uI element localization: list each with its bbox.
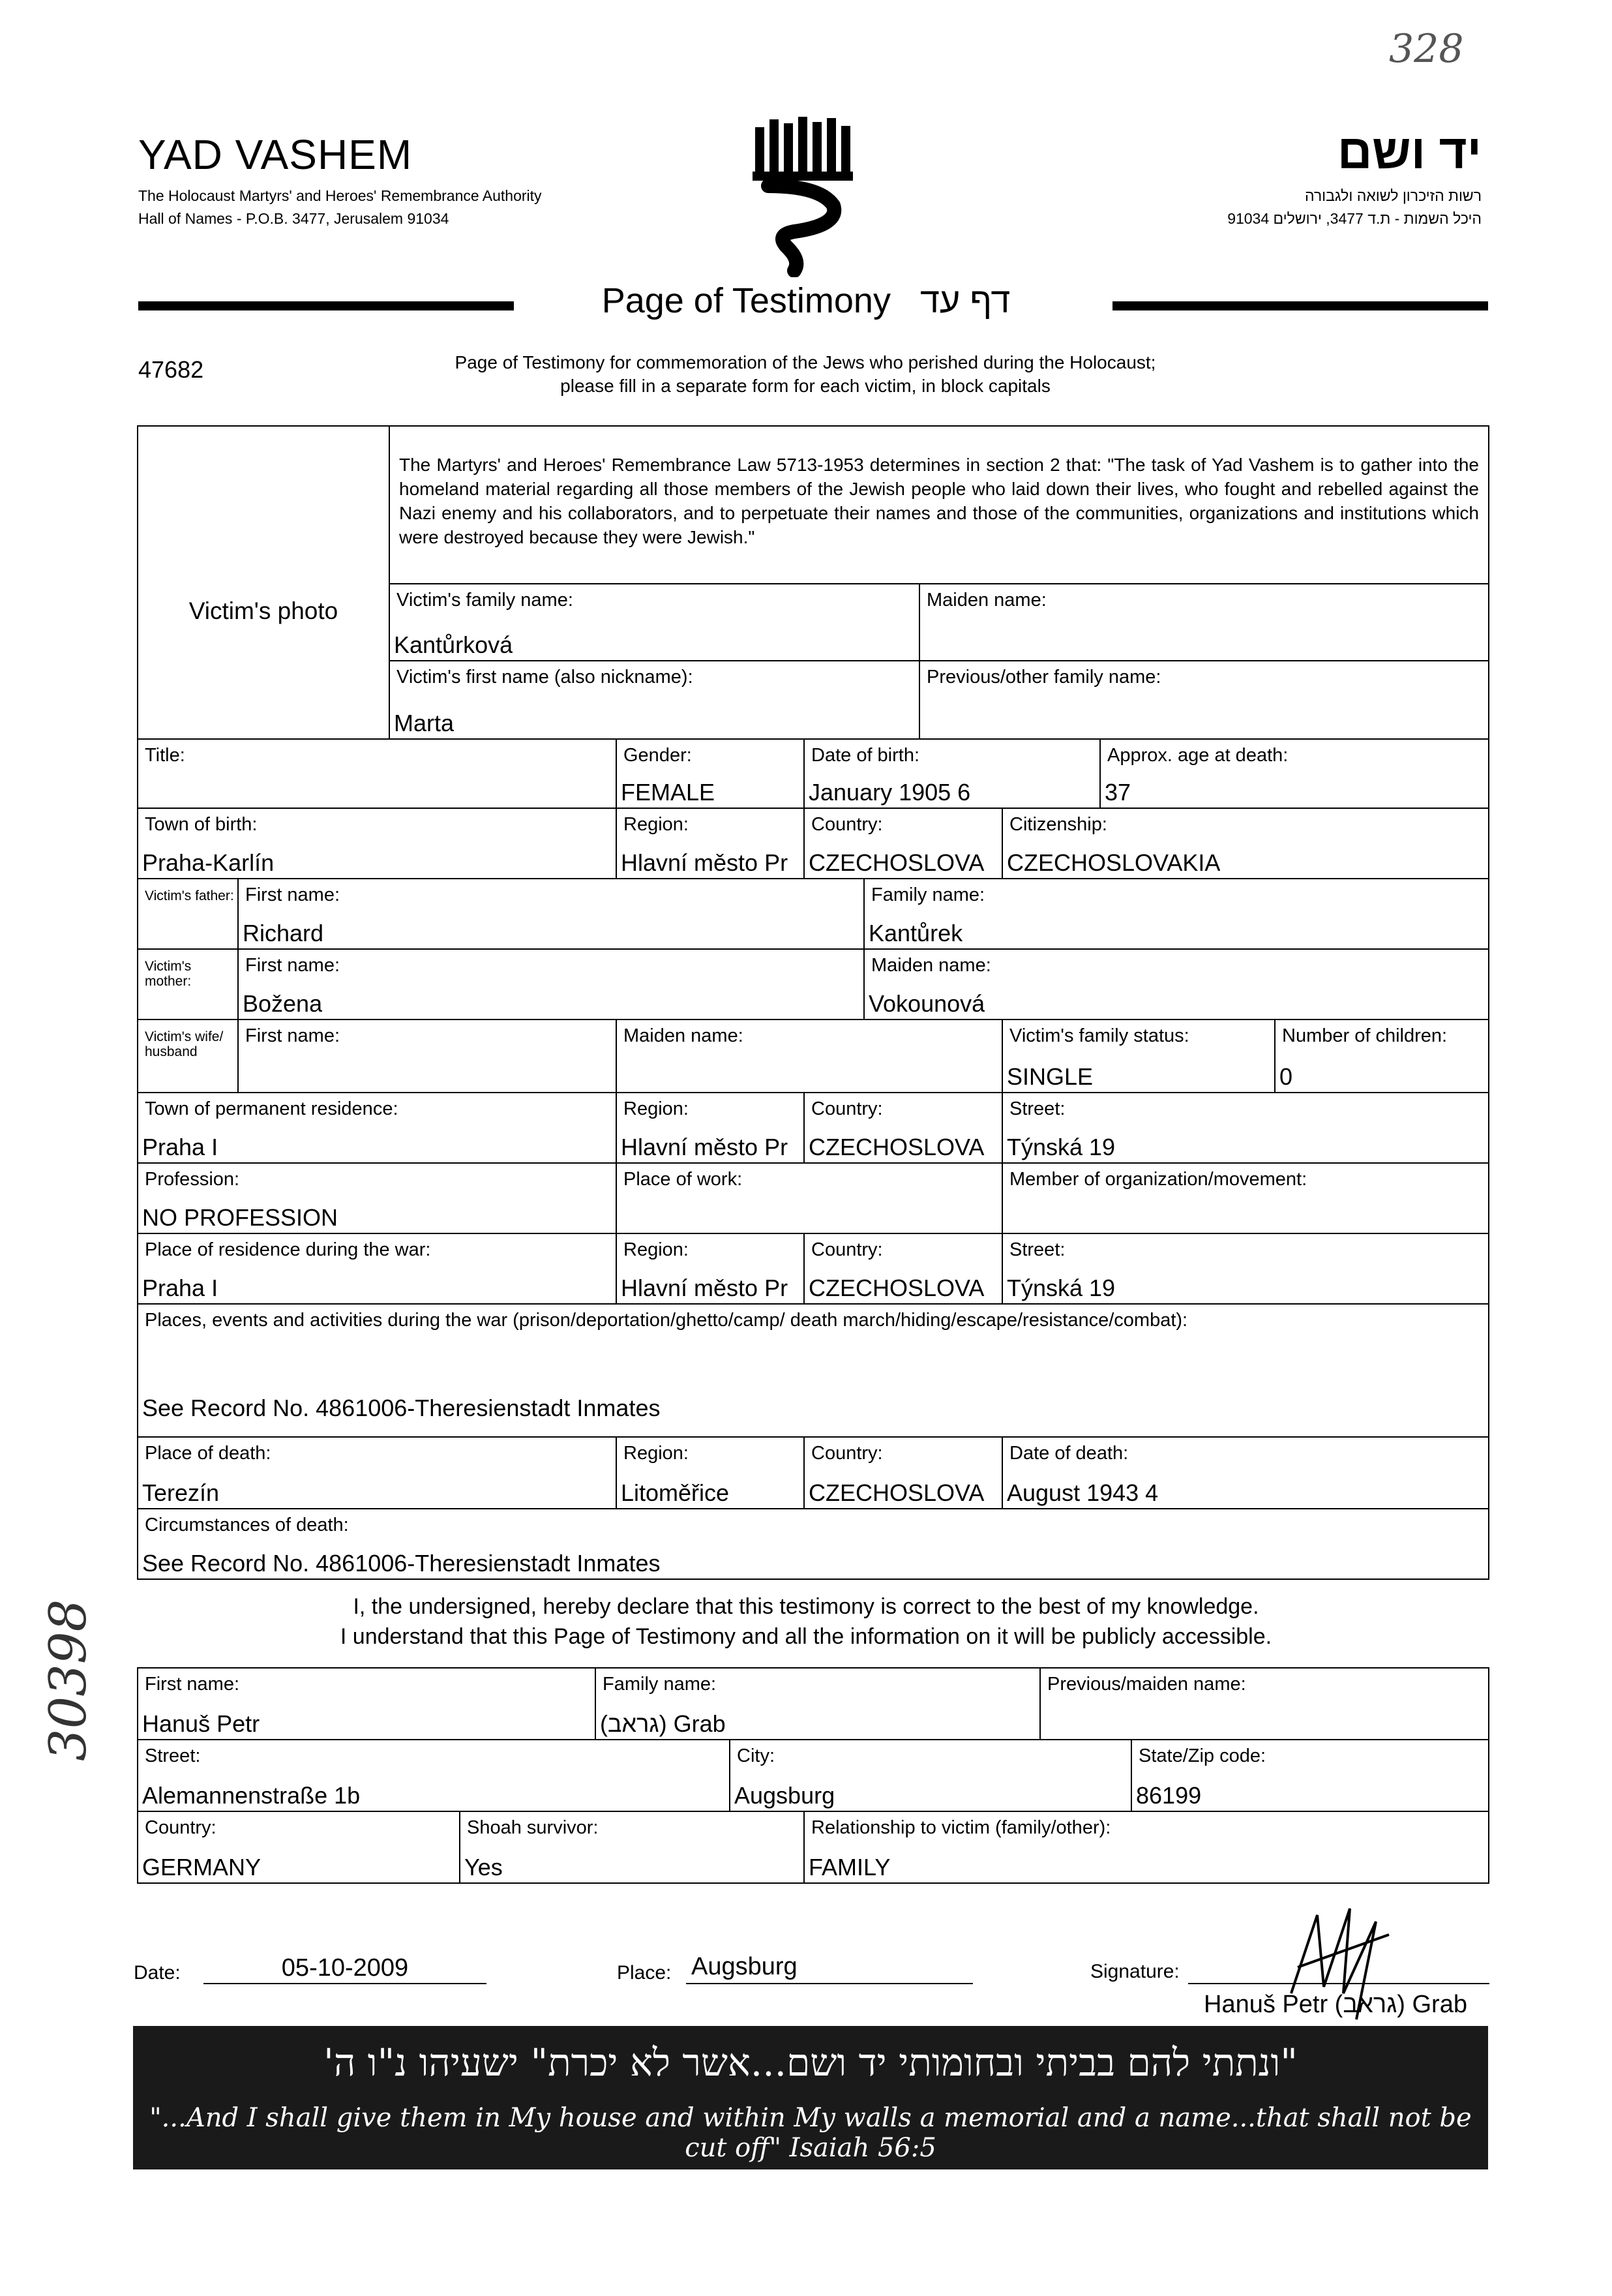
gender-value: FEMALE [621,779,715,806]
victim-family-name: Kantůrková [394,631,513,658]
war-country-value: CZECHOSLOVA [809,1275,985,1301]
spouse-first-cell[interactable] [237,1019,617,1093]
submitter-street-value: Alemannenstraße 1b [142,1782,361,1809]
death-country-label: Country: [811,1443,883,1464]
submitter-family-label: Family name: [603,1674,717,1695]
mother-first-label: First name: [245,955,340,976]
side-handwritten-number: 30398 [39,1599,98,1761]
date-value[interactable]: 05-10-2009 [281,1954,409,1982]
death-country-cell[interactable] [803,1436,1003,1509]
submitter-city-cell[interactable] [729,1739,1132,1812]
submitter-prev-label: Previous/maiden name: [1047,1674,1246,1695]
town-birth-value: Praha-Karlín [142,849,275,876]
birth-country-cell[interactable] [803,808,1003,879]
war-street-cell[interactable] [1002,1233,1489,1305]
victim-first-name: Marta [394,710,455,736]
date-line [203,1983,486,1984]
relation-value: FAMILY [809,1854,891,1881]
residence-town-value: Praha I [142,1134,218,1160]
family-status-cell[interactable] [1002,1019,1276,1093]
citizenship-label: Citizenship: [1009,814,1107,835]
spouse-maiden-label: Maiden name: [623,1025,743,1046]
page-title: Page of Testimony דף עד [601,281,1011,320]
relation-cell[interactable] [803,1811,1489,1884]
spouse-first-label: First name: [245,1025,340,1046]
submitter-street-label: Street: [145,1745,201,1766]
profession-label: Profession: [145,1169,240,1190]
war-region-value: Hlavní město Pr [621,1275,788,1301]
submitter-zip-value: 86199 [1136,1782,1202,1809]
mother-maiden-cell[interactable] [863,948,1489,1020]
residence-town-label: Town of permanent residence: [145,1098,398,1119]
death-circumstances-value: See Record No. 4861006-Theresienstadt Inmates [142,1550,661,1577]
submitter-family-cell[interactable] [595,1667,1041,1740]
residence-town-cell[interactable] [137,1092,617,1164]
birth-region-cell[interactable] [616,808,805,879]
hebrew-org-name: יד ושם [1337,125,1482,179]
submitter-zip-cell[interactable] [1131,1739,1489,1812]
yad-vashem-logo [749,114,866,277]
spouse-maiden-cell[interactable] [616,1019,1003,1093]
war-region-label: Region: [623,1239,689,1260]
war-events-label: Places, events and activities during the war (prison/deportation/ghetto/camp/ death march/hiding/escape/resistance/combat): [145,1310,1188,1331]
intro-text: Page of Testimony for commemoration of the Jews who perished during the Holocaust; please fill in a separate form for each victim, in block capitals [455,352,1156,396]
father-row-label-cell [137,878,239,950]
residence-region-cell[interactable] [616,1092,805,1164]
war-country-cell[interactable] [803,1233,1003,1305]
place-value[interactable]: Augsburg [691,1953,798,1980]
citizenship-value: CZECHOSLOVAKIA [1007,849,1221,876]
gender-cell[interactable] [616,738,805,809]
member-label: Member of organization/movement: [1009,1169,1307,1190]
father-first-cell[interactable] [237,878,865,950]
submitter-country-label: Country: [145,1817,216,1838]
submitter-city-value: Augsburg [734,1782,835,1809]
signature-name: Hanuš Petr (גראב) Grab [1204,1991,1467,2018]
children-label: Number of children: [1282,1025,1448,1046]
submitter-country-cell[interactable] [137,1811,460,1884]
relation-label: Relationship to victim (family/other): [811,1817,1111,1838]
survivor-value: Yes [464,1854,503,1881]
town-birth-cell[interactable] [137,808,617,879]
age-label: Approx. age at death: [1107,745,1289,766]
work-place-label: Place of work: [623,1169,743,1190]
place-line [686,1983,973,1984]
death-place-cell[interactable] [137,1436,617,1509]
submitter-first-cell[interactable] [137,1667,596,1740]
handwritten-page-number: 328 [1389,26,1464,72]
victim-prev-family-cell[interactable] [919,660,1489,740]
war-place-cell[interactable] [137,1233,617,1305]
signature-label: Signature: [1090,1961,1180,1982]
father-family-cell[interactable] [863,878,1489,950]
death-country-value: CZECHOSLOVA [809,1479,985,1506]
residence-region-value: Hlavní město Pr [621,1134,788,1160]
death-region-cell[interactable] [616,1436,805,1509]
spouse-row-label-cell [137,1019,239,1093]
submitter-first-label: First name: [145,1674,240,1695]
law-text: The Martyrs' and Heroes' Remembrance Law 5713-1953 determines in section 2 that: "The task of Yad Vashem is to gather into the homeland material regarding all those members of the Jewish people who laid down their lives, who fought and rebelled against the Nazi enemy and his collaborators, and to perpetuate their names and those of the communities, organizations and institutions which were destroyed because they were Jewish." [399,455,1479,547]
residence-street-value: Týnská 19 [1007,1134,1116,1160]
hebrew-org-address: היכל השמות - ת.ד 3477, ירושלים 91034 [1227,210,1482,227]
dob-value: January 1905 6 [809,779,971,806]
place-label: Place: [617,1962,672,1984]
victim-first-name-label: Victim's first name (also nickname): [396,667,693,687]
victim-prev-family-label: Previous/other family name: [927,667,1161,687]
title-label: Title: [145,745,185,766]
age-value: 37 [1105,779,1131,806]
death-date-cell[interactable] [1002,1436,1489,1509]
submitter-city-label: City: [737,1745,775,1766]
father-row-label: Victim's father: [145,888,234,903]
victim-family-name-cell[interactable] [389,583,920,661]
residence-country-label: Country: [811,1098,883,1119]
declaration-line-2: I understand that this Page of Testimony and all the information on it will be publicly accessible. [340,1624,1272,1649]
survivor-label: Shoah survivor: [467,1817,599,1838]
org-subtitle: The Holocaust Martyrs' and Heroes' Remembrance Authority [138,187,542,204]
residence-street-label: Street: [1009,1098,1066,1119]
citizenship-cell[interactable] [1002,808,1489,879]
family-status-value: SINGLE [1007,1063,1094,1090]
declaration-line-1: I, the undersigned, hereby declare that this testimony is correct to the best of my knowledge. [353,1594,1259,1619]
submitter-street-cell[interactable] [137,1739,730,1812]
submitter-zip-label: State/Zip code: [1139,1745,1266,1766]
profession-value: NO PROFESSION [142,1204,338,1231]
war-events-cell[interactable] [137,1303,1489,1438]
birth-country-value: CZECHOSLOVA [809,849,985,876]
law-text-box [389,425,1489,584]
hebrew-org-subtitle: רשות הזיכרון לשואה ולגבורה [1304,187,1482,204]
submitter-prev-cell[interactable] [1039,1667,1489,1740]
mother-row-label: Victim's mother: [145,959,192,989]
victim-maiden-name-cell[interactable] [919,583,1489,661]
father-first-label: First name: [245,884,340,905]
children-cell[interactable] [1274,1019,1489,1093]
date-label: Date: [134,1962,181,1984]
member-cell[interactable] [1002,1162,1489,1234]
age-cell[interactable] [1099,738,1489,809]
war-place-value: Praha I [142,1275,218,1301]
death-date-value: August 1943 4 [1007,1479,1159,1506]
death-circumstances-cell[interactable] [137,1508,1489,1580]
dob-label: Date of birth: [811,745,920,766]
profession-cell[interactable] [137,1162,617,1234]
work-place-cell[interactable] [616,1162,1003,1234]
residence-country-cell[interactable] [803,1092,1003,1164]
org-name: YAD VASHEM [138,131,413,178]
footer-hebrew-quote: "ונתתי להם בביתי ובחומותי יד ושם...אשר לא יכרת" ישעיהו נ"ו ה' [323,2040,1298,2085]
residence-region-label: Region: [623,1098,689,1119]
residence-street-cell[interactable] [1002,1092,1489,1164]
death-date-label: Date of death: [1009,1443,1129,1464]
submitter-family-value: (גראב) Grab [600,1710,726,1737]
gender-label: Gender: [623,745,692,766]
spouse-row-label: Victim's wife/ husband [145,1029,224,1059]
declaration [0,1592,1612,1652]
family-status-label: Victim's family status: [1009,1025,1189,1046]
birth-country-label: Country: [811,814,883,835]
reference-number: 47682 [138,356,204,383]
victim-maiden-name-label: Maiden name: [927,590,1047,611]
birth-region-label: Region: [623,814,689,835]
death-circumstances-label: Circumstances of death: [145,1515,349,1535]
victim-photo-label: Victim's photo [188,597,338,624]
mother-row-label-cell [137,948,239,1020]
death-region-label: Region: [623,1443,689,1464]
father-family-value: Kantůrek [869,920,963,946]
victim-first-name-cell[interactable] [389,660,920,740]
war-street-value: Týnská 19 [1007,1275,1116,1301]
dob-cell[interactable] [803,738,1101,809]
victim-family-name-label: Victim's family name: [396,590,573,611]
footer-banner [133,2026,1488,2169]
war-country-label: Country: [811,1239,883,1260]
footer-english-quote: "...And I shall give them in My house and within My walls a memorial and a name...that shall not be cut off" Isaiah 56:5 [149,2103,1472,2163]
mother-maiden-value: Vokounová [869,990,985,1017]
page-title-hebrew: דף עד [919,281,1011,320]
father-family-label: Family name: [871,884,985,905]
submitter-country-value: GERMANY [142,1854,261,1881]
mother-first-cell[interactable] [237,948,865,1020]
mother-maiden-label: Maiden name: [871,955,991,976]
death-place-label: Place of death: [145,1443,271,1464]
war-place-label: Place of residence during the war: [145,1239,431,1260]
town-birth-label: Town of birth: [145,814,258,835]
war-events-value: See Record No. 4861006-Theresienstadt Inmates [142,1395,661,1421]
war-region-cell[interactable] [616,1233,805,1305]
father-first-value: Richard [243,920,324,946]
death-region-value: Litoměřice [621,1479,730,1506]
death-place-value: Terezín [142,1479,220,1506]
submitter-first-value: Hanuš Petr [142,1710,260,1737]
victim-photo-box [137,425,390,740]
title-cell[interactable] [137,738,617,809]
residence-country-value: CZECHOSLOVA [809,1134,985,1160]
org-address: Hall of Names - P.O.B. 3477, Jerusalem 91034 [138,210,449,227]
survivor-cell[interactable] [459,1811,805,1884]
birth-region-value: Hlavní město Pr [621,849,788,876]
war-street-label: Street: [1009,1239,1066,1260]
mother-first-value: Božena [243,990,323,1017]
children-value: 0 [1279,1063,1293,1090]
